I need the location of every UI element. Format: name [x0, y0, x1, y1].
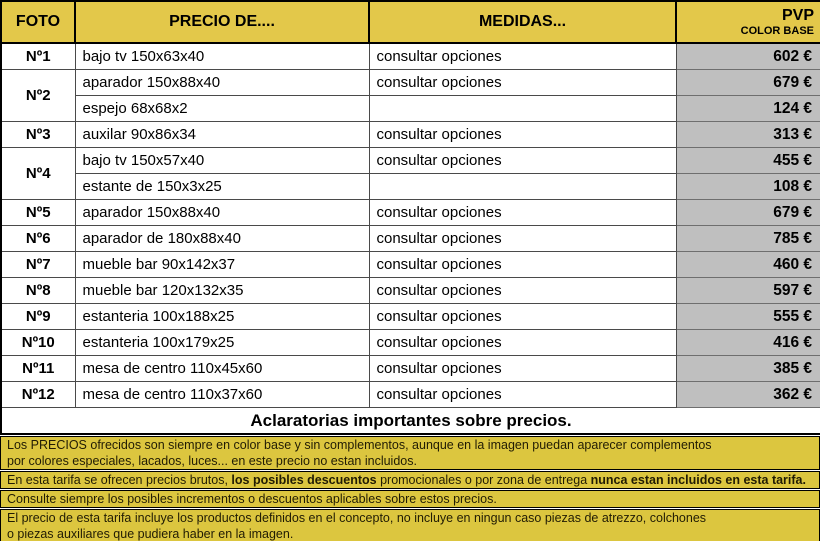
note-text-segment: por colores especiales, lacados, luces... en este precio no estan incluidos. [7, 454, 417, 468]
concept-cell: espejo 68x68x2 [75, 96, 369, 122]
concept-cell: mesa de centro 110x45x60 [75, 356, 369, 382]
concept-cell: mueble bar 90x142x37 [75, 252, 369, 278]
medidas-cell: consultar opciones [369, 252, 676, 278]
table-row [1, 356, 820, 382]
concept-cell: aparador 150x88x40 [75, 70, 369, 96]
price-cell: 416 € [676, 330, 820, 356]
note-text-segment: promocionales o por zona de entrega [376, 473, 591, 487]
concept-cell: auxilar 90x86x34 [75, 122, 369, 148]
price-cell: 679 € [676, 70, 820, 96]
note-block [0, 490, 820, 508]
medidas-cell: consultar opciones [369, 278, 676, 304]
table-row [1, 200, 820, 226]
note-block [0, 509, 820, 541]
medidas-cell: consultar opciones [369, 356, 676, 382]
concept-cell: bajo tv 150x57x40 [75, 148, 369, 174]
table-footer [1, 408, 820, 435]
foto-cell: Nº11 [1, 356, 75, 382]
table-row [1, 148, 820, 174]
table-row [1, 122, 820, 148]
footer-title: Aclaratorias importantes sobre precios. [1, 408, 820, 435]
table-header [1, 1, 820, 43]
foto-cell: Nº4 [1, 148, 75, 200]
table-row [1, 330, 820, 356]
col-header-medidas: MEDIDAS... [369, 1, 676, 43]
medidas-cell: consultar opciones [369, 304, 676, 330]
table-row [1, 252, 820, 278]
price-cell: 124 € [676, 96, 820, 122]
price-cell: 679 € [676, 200, 820, 226]
price-cell: 460 € [676, 252, 820, 278]
medidas-cell: consultar opciones [369, 226, 676, 252]
medidas-cell: consultar opciones [369, 148, 676, 174]
footer-title-row [1, 408, 820, 435]
medidas-cell: consultar opciones [369, 43, 676, 70]
price-cell: 385 € [676, 356, 820, 382]
note-text-segment: El precio de esta tarifa incluye los productos definidos en el concepto, no incluye en ningun caso piezas de atrezzo, colchones [7, 511, 707, 525]
note-line [7, 491, 813, 507]
table-row [1, 226, 820, 252]
price-cell: 597 € [676, 278, 820, 304]
pvp-label: PVP [781, 7, 814, 24]
foto-cell: Nº2 [1, 70, 75, 122]
note-block [0, 471, 820, 489]
note-text-segment: En esta tarifa se ofrecen precios brutos, [7, 473, 232, 487]
medidas-cell: consultar opciones [369, 122, 676, 148]
price-cell: 362 € [676, 382, 820, 408]
concept-cell: estanteria 100x179x25 [75, 330, 369, 356]
note-line [7, 526, 813, 541]
note-text-segment: nunca estan incluidos en esta tarifa. [590, 473, 806, 487]
note-line [7, 453, 813, 469]
price-cell: 785 € [676, 226, 820, 252]
note-text-segment: los posibles descuentos [231, 473, 377, 487]
concept-cell: estante de 150x3x25 [75, 174, 369, 200]
col-header-pvp [676, 1, 820, 43]
color-base-label: COLOR BASE [740, 25, 814, 37]
foto-cell: Nº10 [1, 330, 75, 356]
foto-cell: Nº12 [1, 382, 75, 408]
foto-cell: Nº7 [1, 252, 75, 278]
price-cell: 455 € [676, 148, 820, 174]
note-block [0, 436, 820, 470]
concept-cell: aparador 150x88x40 [75, 200, 369, 226]
note-line [7, 510, 813, 526]
note-line [7, 437, 813, 453]
header-row [1, 1, 820, 43]
table-row [1, 278, 820, 304]
concept-cell: mueble bar 120x132x35 [75, 278, 369, 304]
price-cell: 313 € [676, 122, 820, 148]
foto-cell: Nº8 [1, 278, 75, 304]
table-row [1, 70, 820, 96]
medidas-cell [369, 174, 676, 200]
table-row [1, 174, 820, 200]
col-header-precio-de: PRECIO DE.... [75, 1, 369, 43]
medidas-cell: consultar opciones [369, 70, 676, 96]
note-text-segment: Los PRECIOS ofrecidos son siempre en color base y sin complementos, aunque en la imagen puedan aparecer complementos [7, 438, 712, 452]
concept-cell: estanteria 100x188x25 [75, 304, 369, 330]
table-row [1, 43, 820, 70]
foto-cell: Nº9 [1, 304, 75, 330]
note-text-segment: Consulte siempre los posibles incrementos o descuentos aplicables sobre estos precios. [7, 492, 497, 506]
medidas-cell [369, 96, 676, 122]
note-text-segment: o piezas auxiliares que pudiera haber en la imagen. [7, 527, 294, 541]
medidas-cell: consultar opciones [369, 330, 676, 356]
foto-cell: Nº5 [1, 200, 75, 226]
price-cell: 602 € [676, 43, 820, 70]
foto-cell: Nº6 [1, 226, 75, 252]
table-row [1, 382, 820, 408]
concept-cell: mesa de centro 110x37x60 [75, 382, 369, 408]
medidas-cell: consultar opciones [369, 382, 676, 408]
notes [0, 436, 820, 541]
foto-cell: Nº1 [1, 43, 75, 70]
table-row [1, 96, 820, 122]
concept-cell: bajo tv 150x63x40 [75, 43, 369, 70]
col-header-foto: FOTO [1, 1, 75, 43]
table-row [1, 304, 820, 330]
medidas-cell: consultar opciones [369, 200, 676, 226]
foto-cell: Nº3 [1, 122, 75, 148]
table-body [1, 43, 820, 408]
price-cell: 555 € [676, 304, 820, 330]
price-cell: 108 € [676, 174, 820, 200]
note-line [7, 472, 813, 488]
concept-cell: aparador de 180x88x40 [75, 226, 369, 252]
